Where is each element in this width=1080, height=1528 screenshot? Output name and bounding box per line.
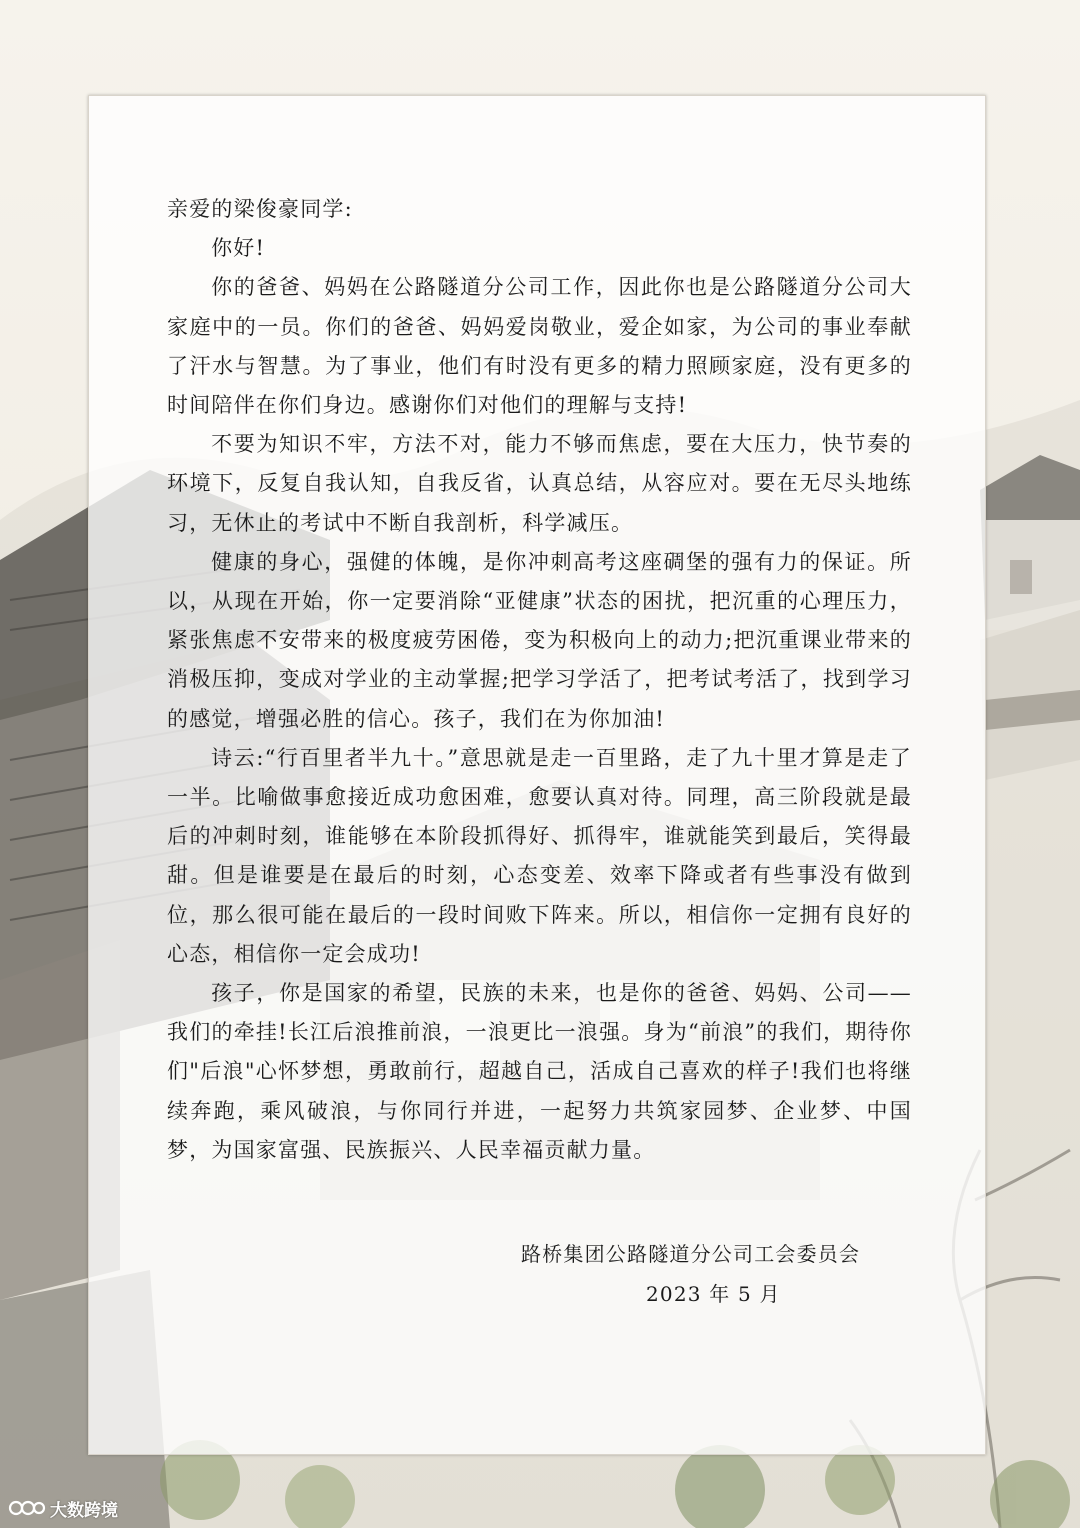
watermark-logo-icon	[8, 1497, 46, 1519]
letter-date: 2023 年 5 月	[646, 1282, 781, 1306]
letter-paragraph: 诗云:“行百里者半九十。”意思就是走一百里路，走了九十里才算是走了一半。比喻做事愈接近成功愈困难，愈要认真对待。同理，高三阶段就是最后的冲刺时刻，谁能够在本阶段抓得好、抓得牢，谁就能笑到最后，笑得最甜。但是谁要是在最后的时刻，心态变差、效率下降或者有些事没有做到位，那么很可能在最后的一段时间败下阵来。所以，相信你一定拥有良好的心态，相信你一定会成功!	[167, 745, 912, 966]
letter-greeting: 亲爱的梁俊豪同学:	[167, 197, 353, 221]
letter-paragraph: 你好!	[211, 236, 266, 261]
letter-body	[167, 190, 912, 1170]
letter-paragraph: 健康的身心，强健的体魄，是你冲刺高考这座碉堡的强有力的保证。所以，从现在开始，你一定要消除“亚健康”状态的困扰，把沉重的心理压力，紧张焦虑不安带来的极度疲劳困倦，变为积极向上的动力;把沉重课业带来的消极压抑，变成对学业的主动掌握;把学习学活了，把考试考活了，找到学习的感觉，增强必胜的信心。孩子，我们在为你加油!	[167, 549, 912, 731]
letter-paragraph: 你的爸爸、妈妈在公路隧道分公司工作，因此你也是公路隧道分公司大家庭中的一员。你们的爸爸、妈妈爱岗敬业，爱企如家，为公司的事业奉献了汗水与智慧。为了事业，他们有时没有更多的精力照顾家庭，没有更多的时间陪伴在你们身边。感谢你们对他们的理解与支持!	[167, 275, 912, 418]
letter-paragraph: 孩子，你是国家的希望，民族的未来，也是你的爸爸、妈妈、公司——我们的牵挂!长江后浪推前浪，一浪更比一浪强。身为“前浪”的我们，期待你们"后浪"心怀梦想，勇敢前行，超越自己，活成自己喜欢的样子!我们也将继续奔跑，乘风破浪，与你同行并进，一起努力共筑家园梦、企业梦、中国梦，为国家富强、民族振兴、人民幸福贡献力量。	[167, 981, 912, 1162]
letter-signature: 路桥集团公路隧道分公司工会委员会	[521, 1242, 861, 1266]
letter-paragraph: 不要为知识不牢，方法不对，能力不够而焦虑，要在大压力，快节奏的环境下，反复自我认知，自我反省，认真总结，从容应对。要在无尽头地练习，无休止的考试中不断自我剖析，科学减压。	[167, 432, 912, 535]
watermark	[8, 1495, 118, 1521]
watermark-text: 大数跨境	[50, 1500, 118, 1521]
